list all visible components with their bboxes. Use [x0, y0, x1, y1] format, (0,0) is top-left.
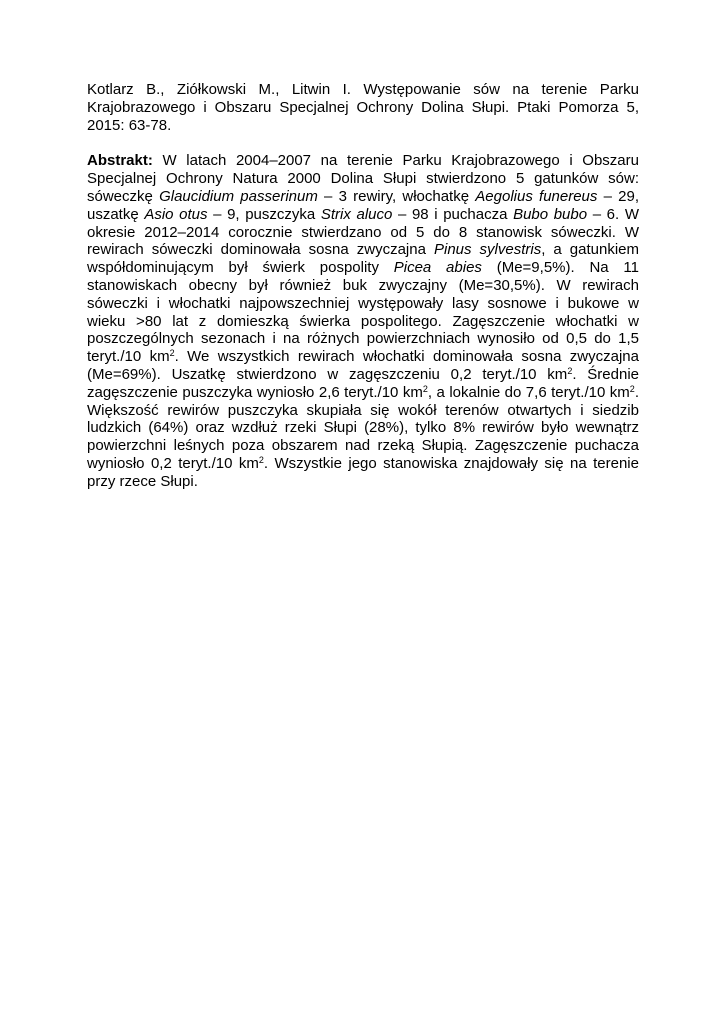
abstract-text: . Średnie zagęszczenie puszczyka wyniosło 2,6 teryt./10 km	[87, 365, 639, 401]
abstract-text: (Me=9,5%). Na 11 stanowiskach obecny był również buk zwyczajny (Me=30,5%). W rewirach sóweczki i włochatki najpowszechniej występowały lasy sosnowe i bukowe w wieku >80 lat z domieszką świerka pospolitego. Zagęszczenie włochatki w poszczególnych sezonach i na różnych powierzchniach wynosiło od 0,5 do 1,5 teryt./10 km	[87, 259, 639, 366]
abstract-label: Abstrakt:	[87, 152, 153, 170]
abstract-text: , a gatunkiem współdominującym był świerk pospolity	[87, 241, 640, 277]
abstract-text: – 6. W okresie 2012–2014 corocznie stwierdzano od 5 do 8 stanowisk sóweczki. W rewirach sóweczki dominowała sosna zwyczajna	[87, 205, 639, 259]
abstract-text: – 98 i puchacza	[392, 205, 514, 223]
document-page	[87, 81, 639, 491]
abstract-text: – 3 rewiry, włochatkę	[317, 187, 476, 205]
abstract-text: – 9, puszczyka	[207, 205, 321, 223]
abstract-text: . Wszystkie jego stanowiska znajdowały się na terenie przy rzece Słupi.	[87, 454, 639, 490]
abstract-text: – 29, uszatkę	[87, 187, 640, 223]
species-name: Asio otus	[144, 205, 208, 223]
species-name: Pinus sylvestris	[433, 241, 542, 259]
species-name: Picea abies	[393, 259, 482, 277]
abstract-text: , a lokalnie do 7,6 teryt./10 km	[427, 383, 630, 401]
citation: Kotlarz B., Ziółkowski M., Litwin I. Występowanie sów na terenie Parku Krajobrazowego i Obszaru Specjalnej Ochrony Dolina Słupi. Ptaki Pomorza 5, 2015: 63-78.	[87, 81, 639, 134]
abstract-paragraph	[87, 152, 639, 490]
species-name: Glaucidium passerinum	[159, 187, 318, 205]
abstract-text: W latach 2004–2007 na terenie Parku Krajobrazowego i Obszaru Specjalnej Ochrony Natura 2000 Dolina Słupi stwierdzono 5 gatunków sów: sóweczkę	[87, 152, 639, 205]
superscript: 2	[629, 383, 635, 394]
abstract-text: . Większość rewirów puszczyka skupiała się wokół terenów otwartych i siedzib ludzkich (64%) oraz wzdłuż rzeki Słupi (28%), tylko 8% rewirów było wewnątrz powierzchni leśnych poza obszarem nad rzeką Słupią. Zagęszczenie puchacza wyniosło 0,2 teryt./10 km	[87, 383, 639, 472]
species-name: Bubo bubo	[513, 205, 588, 223]
superscript: 2	[258, 454, 264, 465]
species-name: Aegolius funereus	[475, 187, 598, 205]
species-name: Strix aluco	[320, 205, 393, 223]
superscript: 2	[422, 383, 428, 394]
abstract-text: . We wszystkich rewirach włochatki dominowała sosna zwyczajna (Me=69%). Uszatkę stwierdzono w zagęszczeniu 0,2 teryt./10 km	[87, 348, 639, 383]
superscript: 2	[567, 365, 573, 376]
superscript: 2	[169, 348, 175, 359]
